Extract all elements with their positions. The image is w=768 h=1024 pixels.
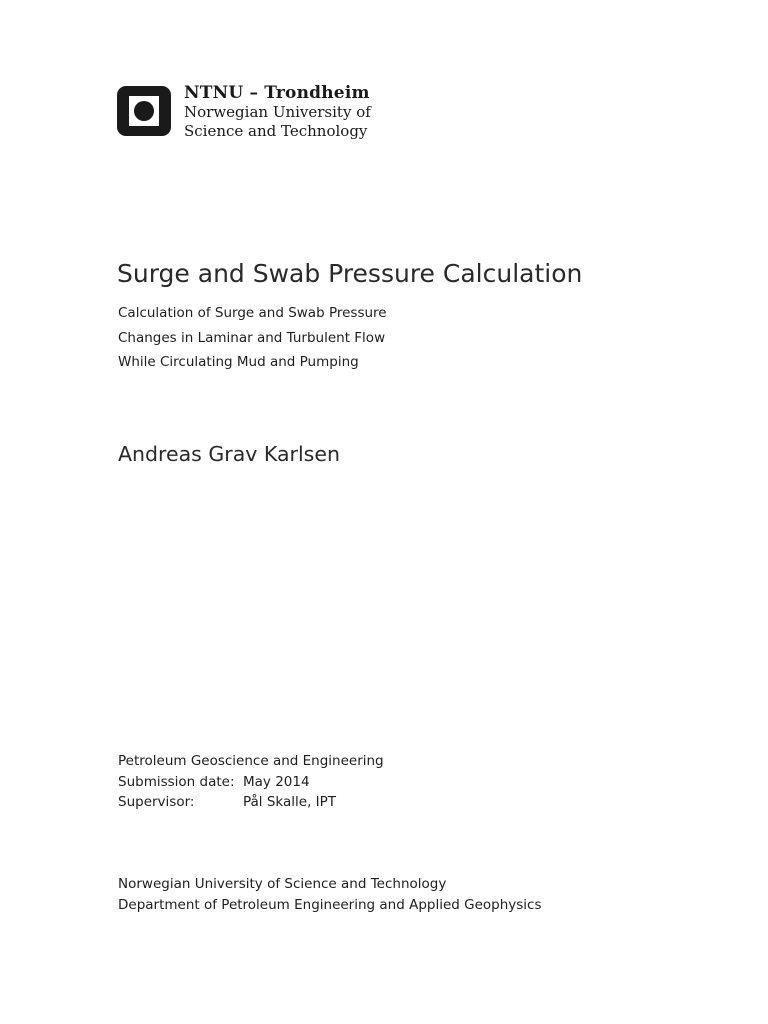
- subtitle-line-3: While Circulating Mud and Pumping: [118, 354, 359, 370]
- department-name: Department of Petroleum Engineering and Applied Geophysics: [118, 896, 542, 913]
- logo-line-2: Norwegian University of: [184, 103, 371, 121]
- program-name: Petroleum Geoscience and Engineering: [118, 753, 384, 769]
- logo-wordmark: [184, 83, 371, 141]
- submission-date: May 2014: [243, 773, 310, 790]
- author-name: Andreas Grav Karlsen: [118, 442, 340, 466]
- document-title: Surge and Swab Pressure Calculation: [117, 259, 583, 288]
- supervisor-row: [118, 792, 384, 813]
- university-name: Norwegian University of Science and Technology: [118, 876, 447, 892]
- subtitle-line-2: Changes in Laminar and Turbulent Flow: [118, 329, 386, 346]
- submission-label: Submission date:: [118, 773, 235, 790]
- ntnu-logo: [117, 83, 371, 141]
- document-subtitle: [118, 301, 387, 375]
- thesis-info: [118, 751, 384, 813]
- supervisor-label: Supervisor:: [118, 794, 195, 810]
- ntnu-logo-icon: [117, 86, 171, 136]
- institution-footer: [118, 874, 542, 915]
- logo-line-1: NTNU – Trondheim: [184, 83, 370, 103]
- submission-row: [118, 772, 384, 793]
- subtitle-line-1: Calculation of Surge and Swab Pressure: [118, 305, 387, 321]
- logo-line-3: Science and Technology: [184, 122, 368, 140]
- supervisor-name: Pål Skalle, IPT: [243, 794, 337, 810]
